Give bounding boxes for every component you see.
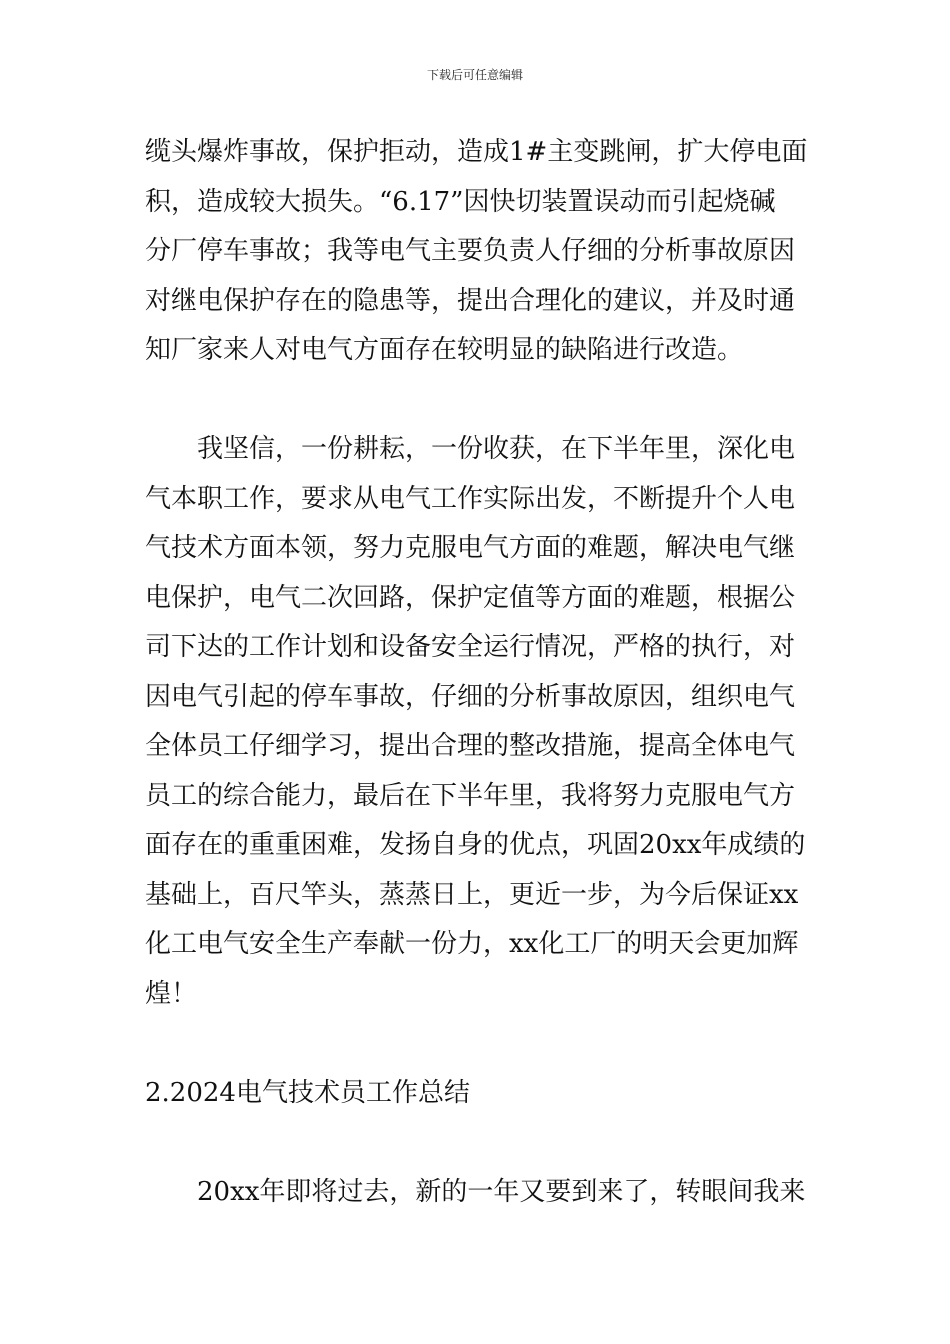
text-line: 分厂停车事故；我等电气主要负责人仔细的分析事故原因 — [145, 236, 796, 266]
paragraph-gap — [145, 1019, 807, 1069]
paragraph-3 — [145, 1168, 807, 1218]
text-line: 气技术方面本领，努力克服电气方面的难题，解决电气继 — [145, 533, 796, 563]
text-line: 20xx年即将过去，新的一年又要到来了，转眼间我来 — [197, 1176, 806, 1207]
text-line: 缆头爆炸事故，保护拒动，造成1#主变跳闸，扩大停电面 — [145, 137, 808, 167]
text-line: 员工的综合能力，最后在下半年里，我将努力克服电气方 — [145, 780, 796, 811]
text-line: 煌！ — [145, 978, 198, 1009]
text-line: 司下达的工作计划和设备安全运行情况，严格的执行，对 — [145, 632, 796, 662]
text-line: 对继电保护存在的隐患等，提出合理化的建议，并及时通 — [145, 285, 796, 316]
text-line: 化工电气安全生产奉献一份力，xx化工厂的明天会更加辉 — [145, 929, 799, 959]
paragraph-1 — [145, 128, 807, 376]
paragraph-2 — [145, 425, 807, 1019]
heading-text: 2.2024电气技术员工作总结 — [145, 1077, 470, 1108]
text-line: 电保护，电气二次回路，保护定值等方面的难题，根据公 — [145, 582, 796, 613]
text-line: 基础上，百尺竿头，蒸蒸日上，更近一步，为今后保证xx — [145, 879, 799, 910]
paragraph-gap — [145, 376, 807, 426]
text-line: 面存在的重重困难，发扬自身的优点，巩固20xx年成绩的 — [145, 830, 806, 860]
text-line: 我坚信，一份耕耘，一份收获，在下半年里，深化电 — [197, 434, 796, 464]
text-line: 全体员工仔细学习，提出合理的整改措施，提高全体电气 — [145, 731, 796, 761]
page-header: 下载后可任意编辑 — [426, 68, 523, 82]
text-line: 因电气引起的停车事故，仔细的分析事故原因，组织电气 — [145, 681, 796, 712]
text-line: 知厂家来人对电气方面存在较明显的缺陷进行改造。 — [145, 335, 744, 365]
text-line: 气本职工作，要求从电气工作实际出发，不断提升个人电 — [145, 483, 796, 514]
document-body — [145, 128, 807, 1217]
section-heading — [145, 1069, 807, 1119]
text-line: 积，造成较大损失。“6.17”因快切装置误动而引起烧碱 — [145, 186, 776, 217]
paragraph-gap — [145, 1118, 807, 1168]
